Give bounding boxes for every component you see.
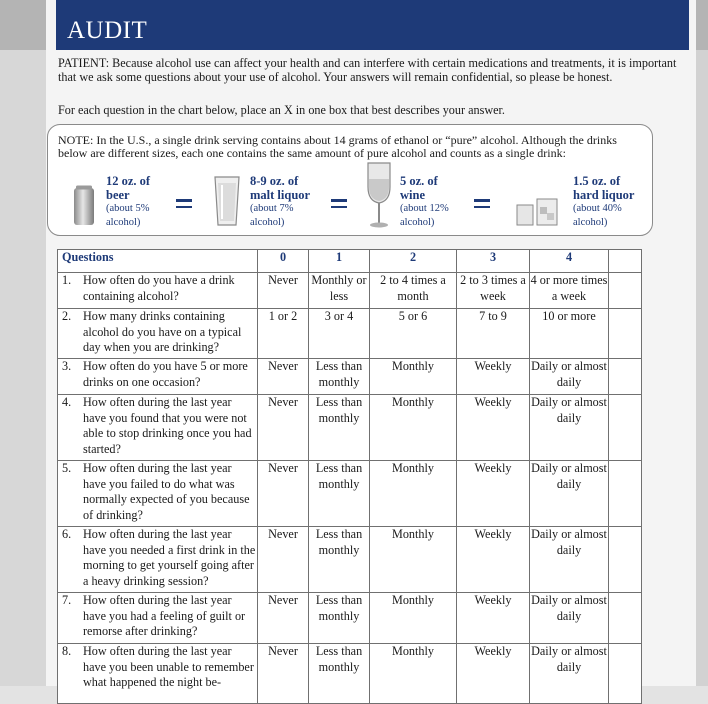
note-text: NOTE: In the U.S., a single drink serving contains about 14 grams of ethanol or “pure” alcohol. Although the drinks below are different sizes, each one contains the same amount of pure alcohol and counts as a single drink:	[58, 133, 617, 160]
answer-cell-3[interactable]: Weekly	[457, 461, 530, 527]
score-cell[interactable]	[609, 359, 642, 395]
column-header-1: 1	[309, 250, 370, 273]
answer-cell-2[interactable]: 5 or 6	[370, 309, 457, 359]
question-cell	[58, 395, 258, 461]
answer-cell-0[interactable]: Never	[258, 461, 309, 527]
drink-wine: 5 oz. of wine (about 12% alcohol)	[400, 174, 449, 228]
answer-cell-1[interactable]: Monthly or less	[309, 273, 370, 309]
answer-cell-0[interactable]: Never	[258, 359, 309, 395]
score-cell[interactable]	[609, 309, 642, 359]
answer-cell-4[interactable]: Daily or almost daily	[530, 593, 609, 644]
question-number: 5.	[62, 461, 72, 475]
answer-cell-3[interactable]: Weekly	[457, 527, 530, 593]
column-header-4: 4	[530, 250, 609, 273]
answer-cell-2[interactable]: Monthly	[370, 527, 457, 593]
right-margin-strip	[696, 0, 708, 686]
drink-malt-liquor: 8-9 oz. of malt liquor (about 7% alcohol)	[250, 174, 311, 228]
question-number: 8.	[62, 644, 72, 658]
equals-sign-3	[474, 199, 490, 212]
question-number: 7.	[62, 593, 72, 607]
column-header-0: 0	[258, 250, 309, 273]
answer-cell-1[interactable]: 3 or 4	[309, 309, 370, 359]
answer-cell-4[interactable]: Daily or almost daily	[530, 359, 609, 395]
instruction-text: For each question in the chart below, place an X in one box that best describes your answer.	[58, 103, 505, 117]
question-text: How many drinks containing alcohol do you have on a typical day when you are drinking?	[83, 309, 242, 354]
score-cell[interactable]	[609, 593, 642, 644]
answer-cell-4[interactable]: Daily or almost daily	[530, 461, 609, 527]
table-row	[58, 273, 642, 309]
document-page	[46, 0, 696, 689]
question-cell	[58, 593, 258, 644]
question-number: 1.	[62, 273, 72, 287]
answer-cell-2[interactable]: Monthly	[370, 461, 457, 527]
answer-cell-1[interactable]: Less than monthly	[309, 395, 370, 461]
question-cell	[58, 309, 258, 359]
question-text: How often do you have a drink containing alcohol?	[83, 273, 235, 303]
answer-cell-1[interactable]: Less than monthly	[309, 527, 370, 593]
column-header-score	[609, 250, 642, 273]
answer-cell-4[interactable]: 10 or more	[530, 309, 609, 359]
question-text: How often during the last year have you found that you were not able to stop drinking once you had started?	[83, 395, 252, 456]
score-cell[interactable]	[609, 273, 642, 309]
answer-cell-4[interactable]: Daily or almost daily	[530, 644, 609, 704]
answer-cell-2[interactable]: Monthly	[370, 359, 457, 395]
header-banner	[56, 0, 689, 50]
answer-cell-3[interactable]: Weekly	[457, 593, 530, 644]
wine-glass-icon	[366, 161, 392, 229]
question-text: How often during the last year have you failed to do what was normally expected of you because of drinking?	[83, 461, 250, 522]
answer-cell-3[interactable]: Weekly	[457, 644, 530, 704]
answer-cell-1[interactable]: Less than monthly	[309, 359, 370, 395]
question-text: How often do you have 5 or more drinks on one occasion?	[83, 359, 248, 389]
table-row	[58, 395, 642, 461]
question-cell	[58, 359, 258, 395]
answer-cell-4[interactable]: Daily or almost daily	[530, 527, 609, 593]
answer-cell-0[interactable]: Never	[258, 644, 309, 704]
score-cell[interactable]	[609, 461, 642, 527]
score-cell[interactable]	[609, 527, 642, 593]
answer-cell-0[interactable]: Never	[258, 395, 309, 461]
drink-beer: 12 oz. of beer (about 5% alcohol)	[106, 174, 151, 228]
malt-liquor-glass-icon	[213, 175, 241, 227]
answer-cell-2[interactable]: 2 to 4 times a month	[370, 273, 457, 309]
table-header-row	[58, 250, 642, 273]
column-header-questions: Questions	[58, 250, 258, 273]
answer-cell-2[interactable]: Monthly	[370, 395, 457, 461]
column-header-2: 2	[370, 250, 457, 273]
audit-table	[57, 249, 642, 704]
beer-can-icon	[73, 185, 95, 227]
answer-cell-1[interactable]: Less than monthly	[309, 593, 370, 644]
drink-hard-liquor: 1.5 oz. of hard liquor (about 40% alcohol)	[573, 174, 635, 228]
note-box	[47, 124, 653, 236]
question-text: How often during the last year have you had a feeling of guilt or remorse after drinking?	[83, 593, 246, 638]
question-text: How often during the last year have you been unable to remember what happened the night be-	[83, 644, 254, 689]
question-cell	[58, 273, 258, 309]
question-text: How often during the last year have you needed a first drink in the morning to get yourself going after a heavy drinking session?	[83, 527, 256, 588]
table-row	[58, 461, 642, 527]
score-cell[interactable]	[609, 395, 642, 461]
question-number: 2.	[62, 309, 72, 323]
equals-sign-2	[331, 199, 347, 212]
question-number: 3.	[62, 359, 72, 373]
page-title: AUDIT	[67, 17, 148, 44]
column-header-3: 3	[457, 250, 530, 273]
liquor-glass-icon	[516, 197, 558, 227]
answer-cell-0[interactable]: Never	[258, 527, 309, 593]
answer-cell-3[interactable]: Weekly	[457, 359, 530, 395]
score-cell[interactable]	[609, 644, 642, 704]
table-row	[58, 593, 642, 644]
table-row	[58, 359, 642, 395]
answer-cell-1[interactable]: Less than monthly	[309, 644, 370, 704]
question-number: 6.	[62, 527, 72, 541]
table-row	[58, 309, 642, 359]
equals-sign-1	[176, 199, 192, 212]
question-cell	[58, 527, 258, 593]
question-cell	[58, 461, 258, 527]
answer-cell-4[interactable]: 4 or more times a week	[530, 273, 609, 309]
answer-cell-3[interactable]: 2 to 3 times a week	[457, 273, 530, 309]
table-row	[58, 644, 642, 704]
table-row	[58, 527, 642, 593]
answer-cell-1[interactable]: Less than monthly	[309, 461, 370, 527]
answer-cell-0[interactable]: 1 or 2	[258, 309, 309, 359]
answer-cell-3[interactable]: 7 to 9	[457, 309, 530, 359]
answer-cell-2[interactable]: Monthly	[370, 593, 457, 644]
answer-cell-4[interactable]: Daily or almost daily	[530, 395, 609, 461]
answer-cell-0[interactable]: Never	[258, 593, 309, 644]
patient-intro-text: PATIENT: Because alcohol use can affect your health and can interfere with certain medications and treatments, it is important that we ask some questions about your use of alcohol. Your answers will remain confidential, so please be honest.	[58, 56, 677, 84]
question-number: 4.	[62, 395, 72, 409]
question-cell	[58, 644, 258, 704]
answer-cell-0[interactable]: Never	[258, 273, 309, 309]
answer-cell-3[interactable]: Weekly	[457, 395, 530, 461]
answer-cell-2[interactable]: Monthly	[370, 644, 457, 704]
left-margin-strip	[0, 0, 46, 686]
